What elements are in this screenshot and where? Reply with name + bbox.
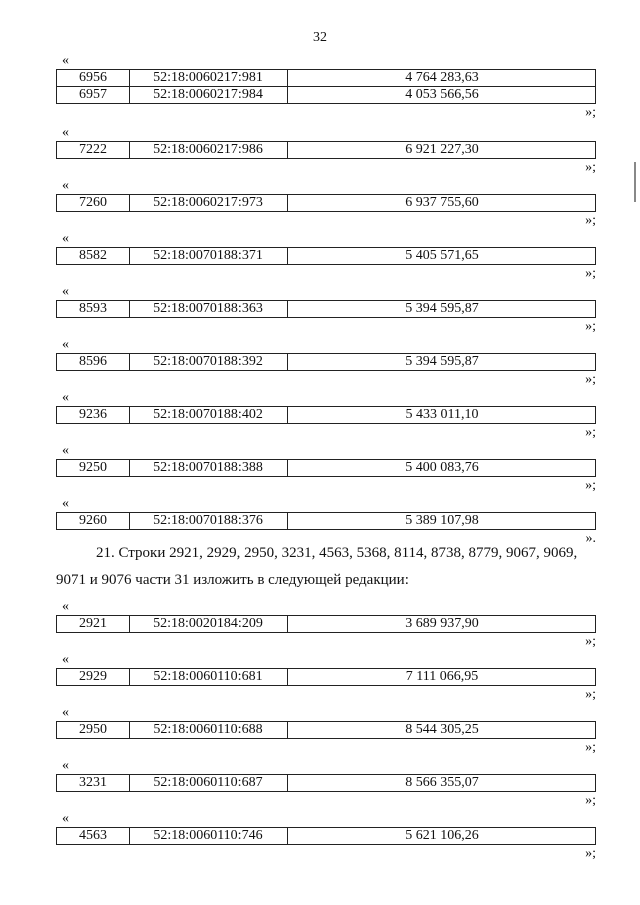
row-number: 8596 — [57, 354, 130, 370]
closing-quote: »; — [585, 687, 596, 702]
cadastral-value: 8 544 305,25 — [405, 722, 479, 737]
row-number: 6956 — [57, 70, 130, 86]
table-row — [56, 86, 596, 104]
cadastral-number: 52:18:0070188:402 — [129, 407, 288, 423]
cadastral-number: 52:18:0070188:392 — [129, 354, 288, 370]
closing-quote: »; — [585, 372, 596, 387]
closing-quote: »; — [585, 846, 596, 861]
row-number: 2950 — [57, 722, 130, 738]
row-number: 7260 — [57, 195, 130, 211]
cadastral-value: 5 394 595,87 — [405, 301, 479, 316]
closing-quote: »; — [585, 425, 596, 440]
row-number: 3231 — [57, 775, 130, 791]
cadastral-number: 52:18:0060217:986 — [129, 142, 288, 158]
cadastral-number: 52:18:0060110:681 — [129, 669, 288, 685]
scan-edge-mark — [634, 162, 636, 202]
closing-quote: »; — [585, 634, 596, 649]
cadastral-value: 5 400 083,76 — [405, 460, 479, 475]
closing-quote: »; — [585, 319, 596, 334]
cadastral-number: 52:18:0070188:388 — [129, 460, 288, 476]
cadastral-value: 5 621 106,26 — [405, 828, 479, 843]
row-number: 7222 — [57, 142, 130, 158]
table-row — [56, 69, 596, 87]
table-row — [56, 353, 596, 371]
row-number: 8582 — [57, 248, 130, 264]
cadastral-number: 52:18:0070188:376 — [129, 513, 288, 529]
opening-quote: « — [62, 125, 69, 140]
cadastral-number: 52:18:0060217:981 — [129, 70, 288, 86]
opening-quote: « — [62, 337, 69, 352]
paragraph-line-2: 9071 и 9076 части 31 изложить в следующей редакции: — [56, 572, 409, 588]
cadastral-value: 5 389 107,98 — [405, 513, 479, 528]
table-row — [56, 615, 596, 633]
table-row — [56, 459, 596, 477]
cadastral-value: 7 111 066,95 — [405, 669, 479, 684]
cadastral-value: 5 405 571,65 — [405, 248, 479, 263]
table-row — [56, 194, 596, 212]
cadastral-value: 4 053 566,56 — [405, 87, 479, 102]
cadastral-number: 52:18:0020184:209 — [129, 616, 288, 632]
opening-quote: « — [62, 811, 69, 826]
closing-quote: »; — [585, 793, 596, 808]
closing-quote: »; — [585, 740, 596, 755]
opening-quote: « — [62, 178, 69, 193]
opening-quote: « — [62, 705, 69, 720]
opening-quote: « — [62, 231, 69, 246]
page-number: 32 — [313, 30, 327, 45]
closing-quote: ». — [585, 531, 596, 546]
table-row — [56, 668, 596, 686]
paragraph-line-1: 21. Строки 2921, 2929, 2950, 3231, 4563, 5368, 8114, 8738, 8779, 9067, 9069, — [96, 545, 578, 561]
closing-quote: »; — [585, 105, 596, 120]
row-number: 2921 — [57, 616, 130, 632]
cadastral-number: 52:18:0070188:371 — [129, 248, 288, 264]
closing-quote: »; — [585, 478, 596, 493]
row-number: 9260 — [57, 513, 130, 529]
cadastral-value: 6 921 227,30 — [405, 142, 479, 157]
closing-quote: »; — [585, 213, 596, 228]
opening-quote: « — [62, 390, 69, 405]
table-row — [56, 512, 596, 530]
opening-quote: « — [62, 53, 69, 68]
row-number: 9250 — [57, 460, 130, 476]
row-number: 9236 — [57, 407, 130, 423]
table-row — [56, 406, 596, 424]
table-row — [56, 141, 596, 159]
opening-quote: « — [62, 496, 69, 511]
table-row — [56, 774, 596, 792]
table-row — [56, 827, 596, 845]
cadastral-number: 52:18:0060217:984 — [129, 87, 288, 103]
row-number: 2929 — [57, 669, 130, 685]
opening-quote: « — [62, 284, 69, 299]
closing-quote: »; — [585, 266, 596, 281]
cadastral-number: 52:18:0060217:973 — [129, 195, 288, 211]
row-number: 8593 — [57, 301, 130, 317]
opening-quote: « — [62, 599, 69, 614]
cadastral-value: 6 937 755,60 — [405, 195, 479, 210]
table-row — [56, 721, 596, 739]
table-row — [56, 247, 596, 265]
closing-quote: »; — [585, 160, 596, 175]
cadastral-number: 52:18:0060110:688 — [129, 722, 288, 738]
opening-quote: « — [62, 758, 69, 773]
row-number: 4563 — [57, 828, 130, 844]
cadastral-number: 52:18:0060110:746 — [129, 828, 288, 844]
cadastral-value: 3 689 937,90 — [405, 616, 479, 631]
cadastral-value: 8 566 355,07 — [405, 775, 479, 790]
opening-quote: « — [62, 443, 69, 458]
row-number: 6957 — [57, 87, 130, 103]
cadastral-number: 52:18:0060110:687 — [129, 775, 288, 791]
cadastral-value: 5 433 011,10 — [405, 407, 479, 422]
cadastral-number: 52:18:0070188:363 — [129, 301, 288, 317]
table-row — [56, 300, 596, 318]
cadastral-value: 4 764 283,63 — [405, 70, 479, 85]
cadastral-value: 5 394 595,87 — [405, 354, 479, 369]
opening-quote: « — [62, 652, 69, 667]
